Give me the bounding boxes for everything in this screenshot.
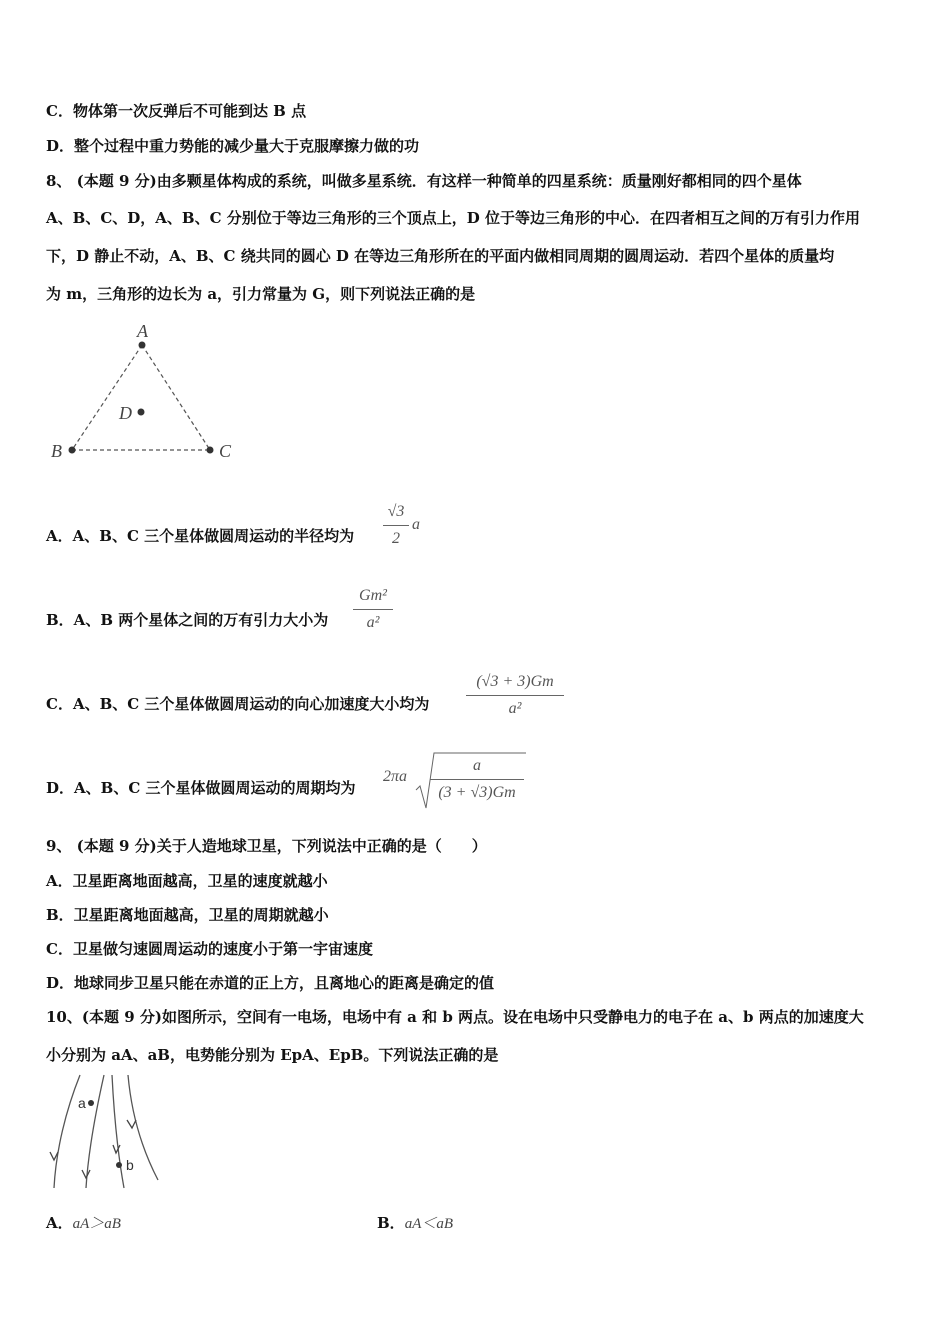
q10-option-a bbox=[46, 1213, 121, 1234]
point-d bbox=[138, 409, 145, 416]
fraction-numerator: √3 bbox=[387, 503, 405, 520]
q9-option-b: B．卫星距离地面越高，卫星的周期就越小 bbox=[46, 906, 329, 924]
fraction-numerator: a bbox=[473, 757, 481, 774]
q8-option-b: B．A、B 两个星体之间的万有引力大小为 bbox=[46, 611, 329, 629]
label-b: B bbox=[51, 441, 62, 461]
fraction-numerator: Gm² bbox=[359, 587, 387, 604]
point-a bbox=[88, 1100, 94, 1106]
q9-option-a: A．卫星距离地面越高，卫星的速度就越小 bbox=[46, 872, 328, 890]
q10-option-b bbox=[377, 1213, 453, 1234]
point-a bbox=[139, 342, 146, 349]
q7-option-d: D．整个过程中重力势能的减少量大于克服摩擦力做的功 bbox=[46, 137, 420, 155]
point-b bbox=[116, 1162, 122, 1168]
fraction-numerator: (√3 + 3)Gm bbox=[476, 673, 554, 690]
option-expression: aA＜aB bbox=[404, 1216, 454, 1232]
q8-option-d-coef: 2πa bbox=[383, 768, 408, 785]
label-a: A bbox=[137, 321, 148, 341]
fraction-denominator: a² bbox=[366, 614, 380, 631]
q10-field-figure bbox=[40, 1070, 170, 1195]
q8-stem-line1: 8、 (本题 9 分)由多颗星体构成的系统，叫做多星系统．有这样一种简单的四星系统：质量刚好都相同的四个星体 bbox=[46, 172, 802, 190]
q9-stem: 9、 (本题 9 分)关于人造地球卫星，下列说法中正确的是（ ） bbox=[46, 837, 487, 855]
q8-stem-line4: 为 m，三角形的边长为 a，引力常量为 G，则下列说法正确的是 bbox=[46, 285, 476, 303]
q8-option-c-fraction bbox=[466, 672, 564, 719]
option-label: A． bbox=[46, 1214, 73, 1232]
q8-option-c: C．A、B、C 三个星体做圆周运动的向心加速度大小均为 bbox=[46, 695, 430, 713]
label-a: a bbox=[78, 1095, 86, 1111]
q10-stem-line2: 小分别为 aA、aB，电势能分别为 EpA、EpB。下列说法正确的是 bbox=[46, 1046, 499, 1064]
point-c bbox=[207, 447, 214, 454]
q9-option-c: C．卫星做匀速圆周运动的速度小于第一宇宙速度 bbox=[46, 940, 373, 958]
q8-option-a-fraction bbox=[383, 502, 409, 549]
option-label: B． bbox=[377, 1214, 405, 1232]
q10-stem-line1: 10、(本题 9 分)如图所示，空间有一电场，电场中有 a 和 b 两点。设在电场中只受静电力的电子在 a、b 两点的加速度大 bbox=[46, 1008, 864, 1026]
label-b: b bbox=[126, 1157, 134, 1173]
q8-option-d: D．A、B、C 三个星体做圆周运动的周期均为 bbox=[46, 779, 356, 797]
q8-option-a: A．A、B、C 三个星体做圆周运动的半径均为 bbox=[46, 527, 355, 545]
label-d: D bbox=[119, 403, 132, 423]
fraction-denominator: (3 + √3)Gm bbox=[438, 784, 516, 801]
point-b bbox=[69, 447, 76, 454]
option-expression: aA＞aB bbox=[72, 1216, 121, 1232]
q7-option-c: C．物体第一次反弹后不可能到达 B 点 bbox=[46, 102, 307, 120]
q8-option-b-fraction bbox=[353, 586, 393, 633]
q8-option-d-fraction bbox=[430, 756, 524, 803]
label-c: C bbox=[219, 441, 232, 461]
q8-stem-line3: 下，D 静止不动，A、B、C 绕共同的圆心 D 在等边三角形所在的平面内做相同周期的圆周运动．若四个星体的质量均 bbox=[46, 247, 835, 265]
q8-triangle-figure bbox=[40, 315, 260, 475]
q9-option-d: D．地球同步卫星只能在赤道的正上方，且离地心的距离是确定的值 bbox=[46, 974, 495, 992]
fraction-denominator: a² bbox=[508, 700, 522, 717]
fraction-denominator: 2 bbox=[392, 530, 400, 547]
q8-option-a-var: a bbox=[412, 516, 420, 533]
q8-stem-line2: A、B、C、D，A、B、C 分别位于等边三角形的三个顶点上，D 位于等边三角形的中心．在四者相互之间的万有引力作用 bbox=[46, 209, 860, 227]
